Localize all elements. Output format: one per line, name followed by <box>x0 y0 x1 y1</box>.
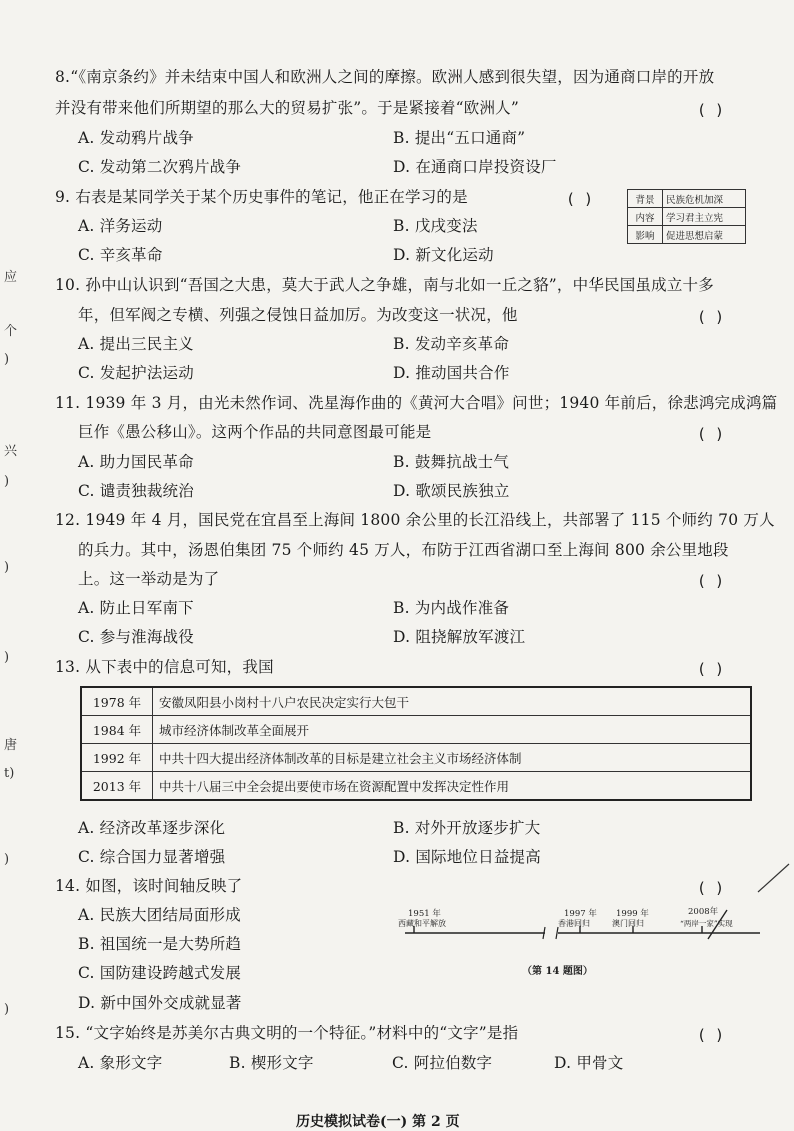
table-cell-event: 安徽凤阳县小岗村十八户农民决定实行大包干 <box>153 687 752 716</box>
q13-answer-paren: ( ) <box>697 660 725 678</box>
q11-answer-paren: ( ) <box>697 425 725 443</box>
q15-answer-paren: ( ) <box>697 1026 725 1044</box>
q8-answer-paren: ( ) <box>697 101 725 119</box>
margin-mark: 应 <box>4 270 18 285</box>
q9-option-c: C. 辛亥革命 <box>78 246 163 264</box>
q8-option-c: C. 发动第二次鸦片战争 <box>78 158 242 176</box>
timeline-year-4: 2008年 <box>688 907 719 917</box>
q13-option-b: B. 对外开放逐步扩大 <box>393 819 541 837</box>
table-cell-value: 学习君主立宪 <box>663 208 746 226</box>
table-cell-year: 1984 年 <box>81 716 153 744</box>
q9-answer-paren: ( ) <box>566 190 594 208</box>
q14-timeline-figure <box>390 890 770 986</box>
q8-option-a: A. 发动鸦片战争 <box>78 129 194 147</box>
q12-option-a: A. 防止日军南下 <box>78 599 194 617</box>
q10-option-d: D. 推动国共合作 <box>393 364 510 382</box>
q13-option-d: D. 国际地位日益提高 <box>393 848 541 866</box>
q14-option-d: D. 新中国外交成就显著 <box>78 994 242 1012</box>
margin-mark: t) <box>4 766 15 781</box>
table-cell-event: 城市经济体制改革全面展开 <box>153 716 752 744</box>
table-row <box>628 190 746 208</box>
q12-stem-line1: 12. 1949 年 4 月，国民党在宜昌至上海间 1800 余公里的长江沿线上，共部署了 115 个师约 70 万人 <box>55 511 775 529</box>
margin-mark: 唐 <box>4 738 18 753</box>
timeline-event-2: 香港回归 <box>558 919 590 928</box>
table-cell-event: 中共十四大提出经济体制改革的目标是建立社会主义市场经济体制 <box>153 744 752 772</box>
q14-answer-paren: ( ) <box>697 879 725 897</box>
q8-option-b: B. 提出“五口通商” <box>393 129 526 147</box>
q15-option-c: C. 阿拉伯数字 <box>392 1054 493 1072</box>
timeline-year-1: 1951 年 <box>408 909 441 919</box>
table-cell-value: 民族危机加深 <box>663 190 746 208</box>
timeline-year-3: 1999 年 <box>616 909 649 919</box>
table-cell-event: 中共十八届三中全会提出要使市场在资源配置中发挥决定性作用 <box>153 772 752 801</box>
q13-stem: 13. 从下表中的信息可知，我国 <box>55 658 274 676</box>
table-cell-value: 促进思想启蒙 <box>663 226 746 244</box>
table-row <box>81 772 751 801</box>
q10-answer-paren: ( ) <box>697 308 725 326</box>
table-row <box>81 716 751 744</box>
q11-option-b: B. 鼓舞抗战士气 <box>393 453 510 471</box>
margin-mark: ) <box>4 560 10 575</box>
table-cell-key: 内容 <box>628 208 663 226</box>
q12-stem-line2: 的兵力。其中，汤恩伯集团 75 个师约 45 万人，布防于江西省湖口至上海间 800 余公里地段 <box>78 541 729 559</box>
timeline-event-4: “两岸一家”实现 <box>680 919 733 928</box>
q8-stem-line1: 8.“《南京条约》并未结束中国人和欧洲人之间的摩擦。欧洲人感到很失望，因为通商口岸的开放 <box>55 68 715 86</box>
q11-option-c: C. 谴责独裁统治 <box>78 482 194 500</box>
q12-answer-paren: ( ) <box>697 572 725 590</box>
q15-option-b: B. 楔形文字 <box>229 1054 314 1072</box>
margin-mark: ) <box>4 474 10 489</box>
pen-mark <box>756 862 792 894</box>
margin-mark: ) <box>4 650 10 665</box>
q8-option-d: D. 在通商口岸投资设厂 <box>393 158 557 176</box>
q11-stem-line1: 11. 1939 年 3 月，由光未然作词、冼星海作曲的《黄河大合唱》问世；1940 年前后，徐悲鸿完成鸿篇 <box>55 394 778 412</box>
q13-option-a: A. 经济改革逐步深化 <box>78 819 226 837</box>
q14-option-c: C. 国防建设跨越式发展 <box>78 964 242 982</box>
table-cell-year: 2013 年 <box>81 772 153 801</box>
q15-option-d: D. 甲骨文 <box>554 1054 624 1072</box>
q8-stem-line2: 并没有带来他们所期望的那么大的贸易扩张”。于是紧接着“欧洲人” <box>55 99 519 117</box>
q9-option-b: B. 戊戌变法 <box>393 217 478 235</box>
q14-option-a: A. 民族大团结局面形成 <box>78 906 241 924</box>
q12-option-c: C. 参与淮海战役 <box>78 628 194 646</box>
table-cell-key: 影响 <box>628 226 663 244</box>
q10-option-a: A. 提出三民主义 <box>78 335 194 353</box>
margin-mark: ) <box>4 852 10 867</box>
q12-stem-line3: 上。这一举动是为了 <box>78 570 220 588</box>
q9-option-a: A. 洋务运动 <box>78 217 163 235</box>
q11-option-a: A. 助力国民革命 <box>78 453 194 471</box>
q12-option-b: B. 为内战作准备 <box>393 599 510 617</box>
table-cell-key: 背景 <box>628 190 663 208</box>
q9-stem: 9. 右表是某同学关于某个历史事件的笔记，他正在学习的是 <box>55 188 468 206</box>
table-cell-year: 1992 年 <box>81 744 153 772</box>
timeline-event-3: 澳门回归 <box>612 919 644 928</box>
q10-option-b: B. 发动辛亥革命 <box>393 335 510 353</box>
table-row <box>81 687 751 716</box>
q15-option-a: A. 象形文字 <box>78 1054 163 1072</box>
margin-mark: ) <box>4 352 10 367</box>
page-footer: 历史模拟试卷(一) 第 2 页 <box>296 1114 460 1130</box>
q11-stem-line2: 巨作《愚公移山》。这两个作品的共同意图最可能是 <box>78 423 432 441</box>
timeline-year-2: 1997 年 <box>564 909 597 919</box>
q15-stem: 15. “文字始终是苏美尔古典文明的一个特征。”材料中的“文字”是指 <box>55 1024 519 1042</box>
q13-option-c: C. 综合国力显著增强 <box>78 848 226 866</box>
q14-stem: 14. 如图，该时间轴反映了 <box>55 877 243 895</box>
table-row <box>628 208 746 226</box>
q10-stem-line1: 10. 孙中山认识到“吾国之大患，莫大于武人之争雄，南与北如一丘之貉”，中华民国虽成立十多 <box>55 276 714 294</box>
q12-option-d: D. 阻挠解放军渡江 <box>393 628 526 646</box>
table-cell-year: 1978 年 <box>81 687 153 716</box>
margin-mark: 个 <box>4 324 18 339</box>
margin-mark: ) <box>4 1002 10 1017</box>
q10-option-c: C. 发起护法运动 <box>78 364 194 382</box>
q11-option-d: D. 歌颂民族独立 <box>393 482 510 500</box>
figure-caption: （第 14 题图） <box>522 966 593 977</box>
timeline-event-1: 西藏和平解放 <box>398 919 446 928</box>
margin-mark: 兴 <box>4 444 18 459</box>
q9-option-d: D. 新文化运动 <box>393 246 494 264</box>
table-row <box>81 744 751 772</box>
q13-events-table <box>80 686 752 801</box>
table-row <box>628 226 746 244</box>
q10-stem-line2: 年，但军阀之专横、列强之侵蚀日益加厉。为改变这一状况，他 <box>78 306 518 324</box>
q14-option-b: B. 祖国统一是大势所趋 <box>78 935 242 953</box>
q9-notes-table <box>627 189 746 244</box>
